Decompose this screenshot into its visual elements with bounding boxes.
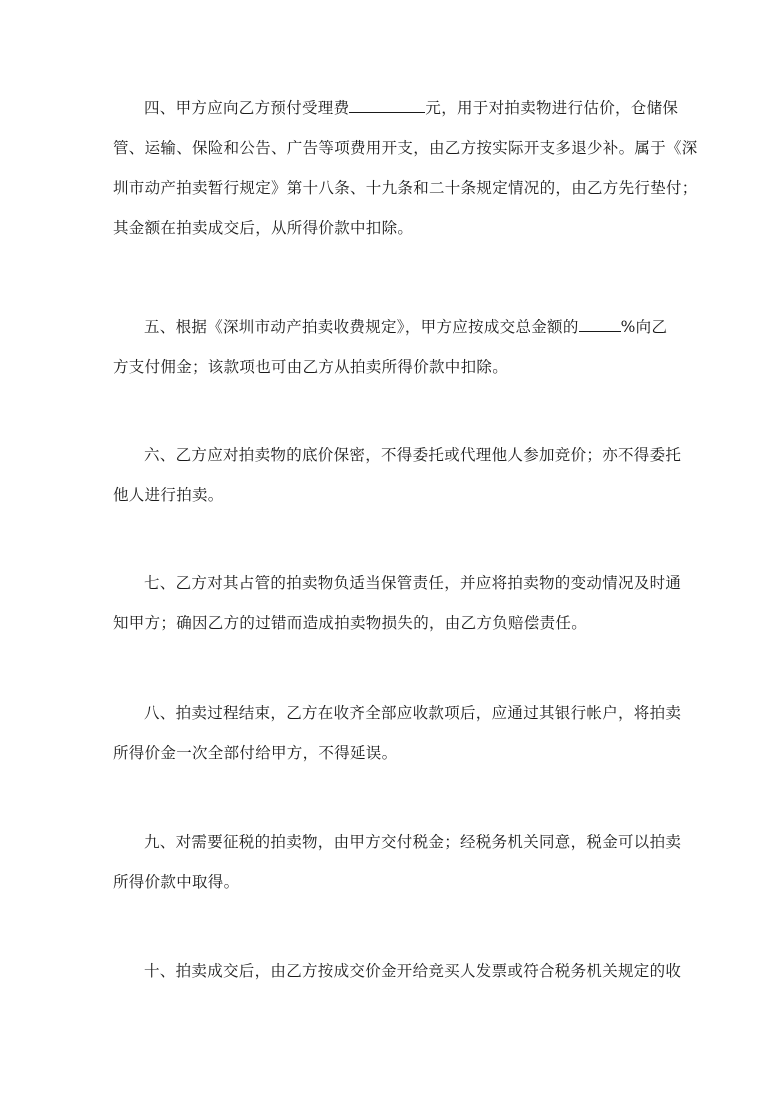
clause-8-line-2: 所得价金一次全部付给甲方，不得延误。	[113, 744, 398, 762]
clause-7-line-1: 七、乙方对其占管的拍卖物负适当保管责任，并应将拍卖物的变动情况及时通	[144, 574, 682, 592]
clause-6-paragraph	[113, 435, 682, 515]
clause-8-paragraph	[113, 693, 682, 773]
clause-5-paragraph	[113, 307, 668, 387]
clause-4-line-2: 管、运输、保险和公告、广告等项费用开支，由乙方按实际开支多退少补。属于《深	[113, 139, 698, 157]
clause-4-paragraph	[113, 88, 698, 248]
clause-4-text-a: 四、甲方应向乙方预付受理费	[144, 99, 350, 117]
clause-4-line-3: 圳市动产拍卖暂行规定》第十八条、十九条和二十条规定情况的，由乙方先行垫付；	[113, 179, 698, 197]
commission-percent-blank	[579, 313, 621, 332]
clause-10-paragraph	[113, 951, 682, 991]
clause-10-line-1: 十、拍卖成交后，由乙方按成交价金开给竞买人发票或符合税务机关规定的收	[144, 962, 682, 980]
clause-7-line-2: 知甲方；确因乙方的过错而造成拍卖物损失的，由乙方负赔偿责任。	[113, 614, 588, 632]
clause-5-text-a: 五、根据《深圳市动产拍卖收费规定》，甲方应按成交总金额的	[144, 318, 579, 336]
clause-9-paragraph	[113, 822, 682, 902]
clause-6-line-1: 六、乙方应对拍卖物的底价保密，不得委托或代理他人参加竞价；亦不得委托	[144, 446, 682, 464]
clause-4-text-b: 元，用于对拍卖物进行估价，仓储保	[425, 99, 679, 117]
clause-4-line-1	[113, 88, 679, 128]
clause-5-line-1	[113, 307, 668, 347]
clause-4-line-4: 其金额在拍卖成交后，从所得价款中扣除。	[113, 219, 414, 237]
clause-5-line-2: 方支付佣金；该款项也可由乙方从拍卖所得价款中扣除。	[113, 358, 509, 376]
clause-9-line-1: 九、对需要征税的拍卖物，由甲方交付税金；经税务机关同意，税金可以拍卖	[144, 833, 682, 851]
clause-8-line-1: 八、拍卖过程结束，乙方在收齐全部应收款项后，应通过其银行帐户，将拍卖	[144, 704, 682, 722]
clause-7-paragraph	[113, 563, 682, 643]
prepaid-fee-blank	[349, 94, 425, 113]
clause-5-text-b: %向乙	[620, 318, 668, 336]
clause-9-line-2: 所得价款中取得。	[113, 873, 240, 891]
clause-6-line-2: 他人进行拍卖。	[113, 486, 224, 504]
